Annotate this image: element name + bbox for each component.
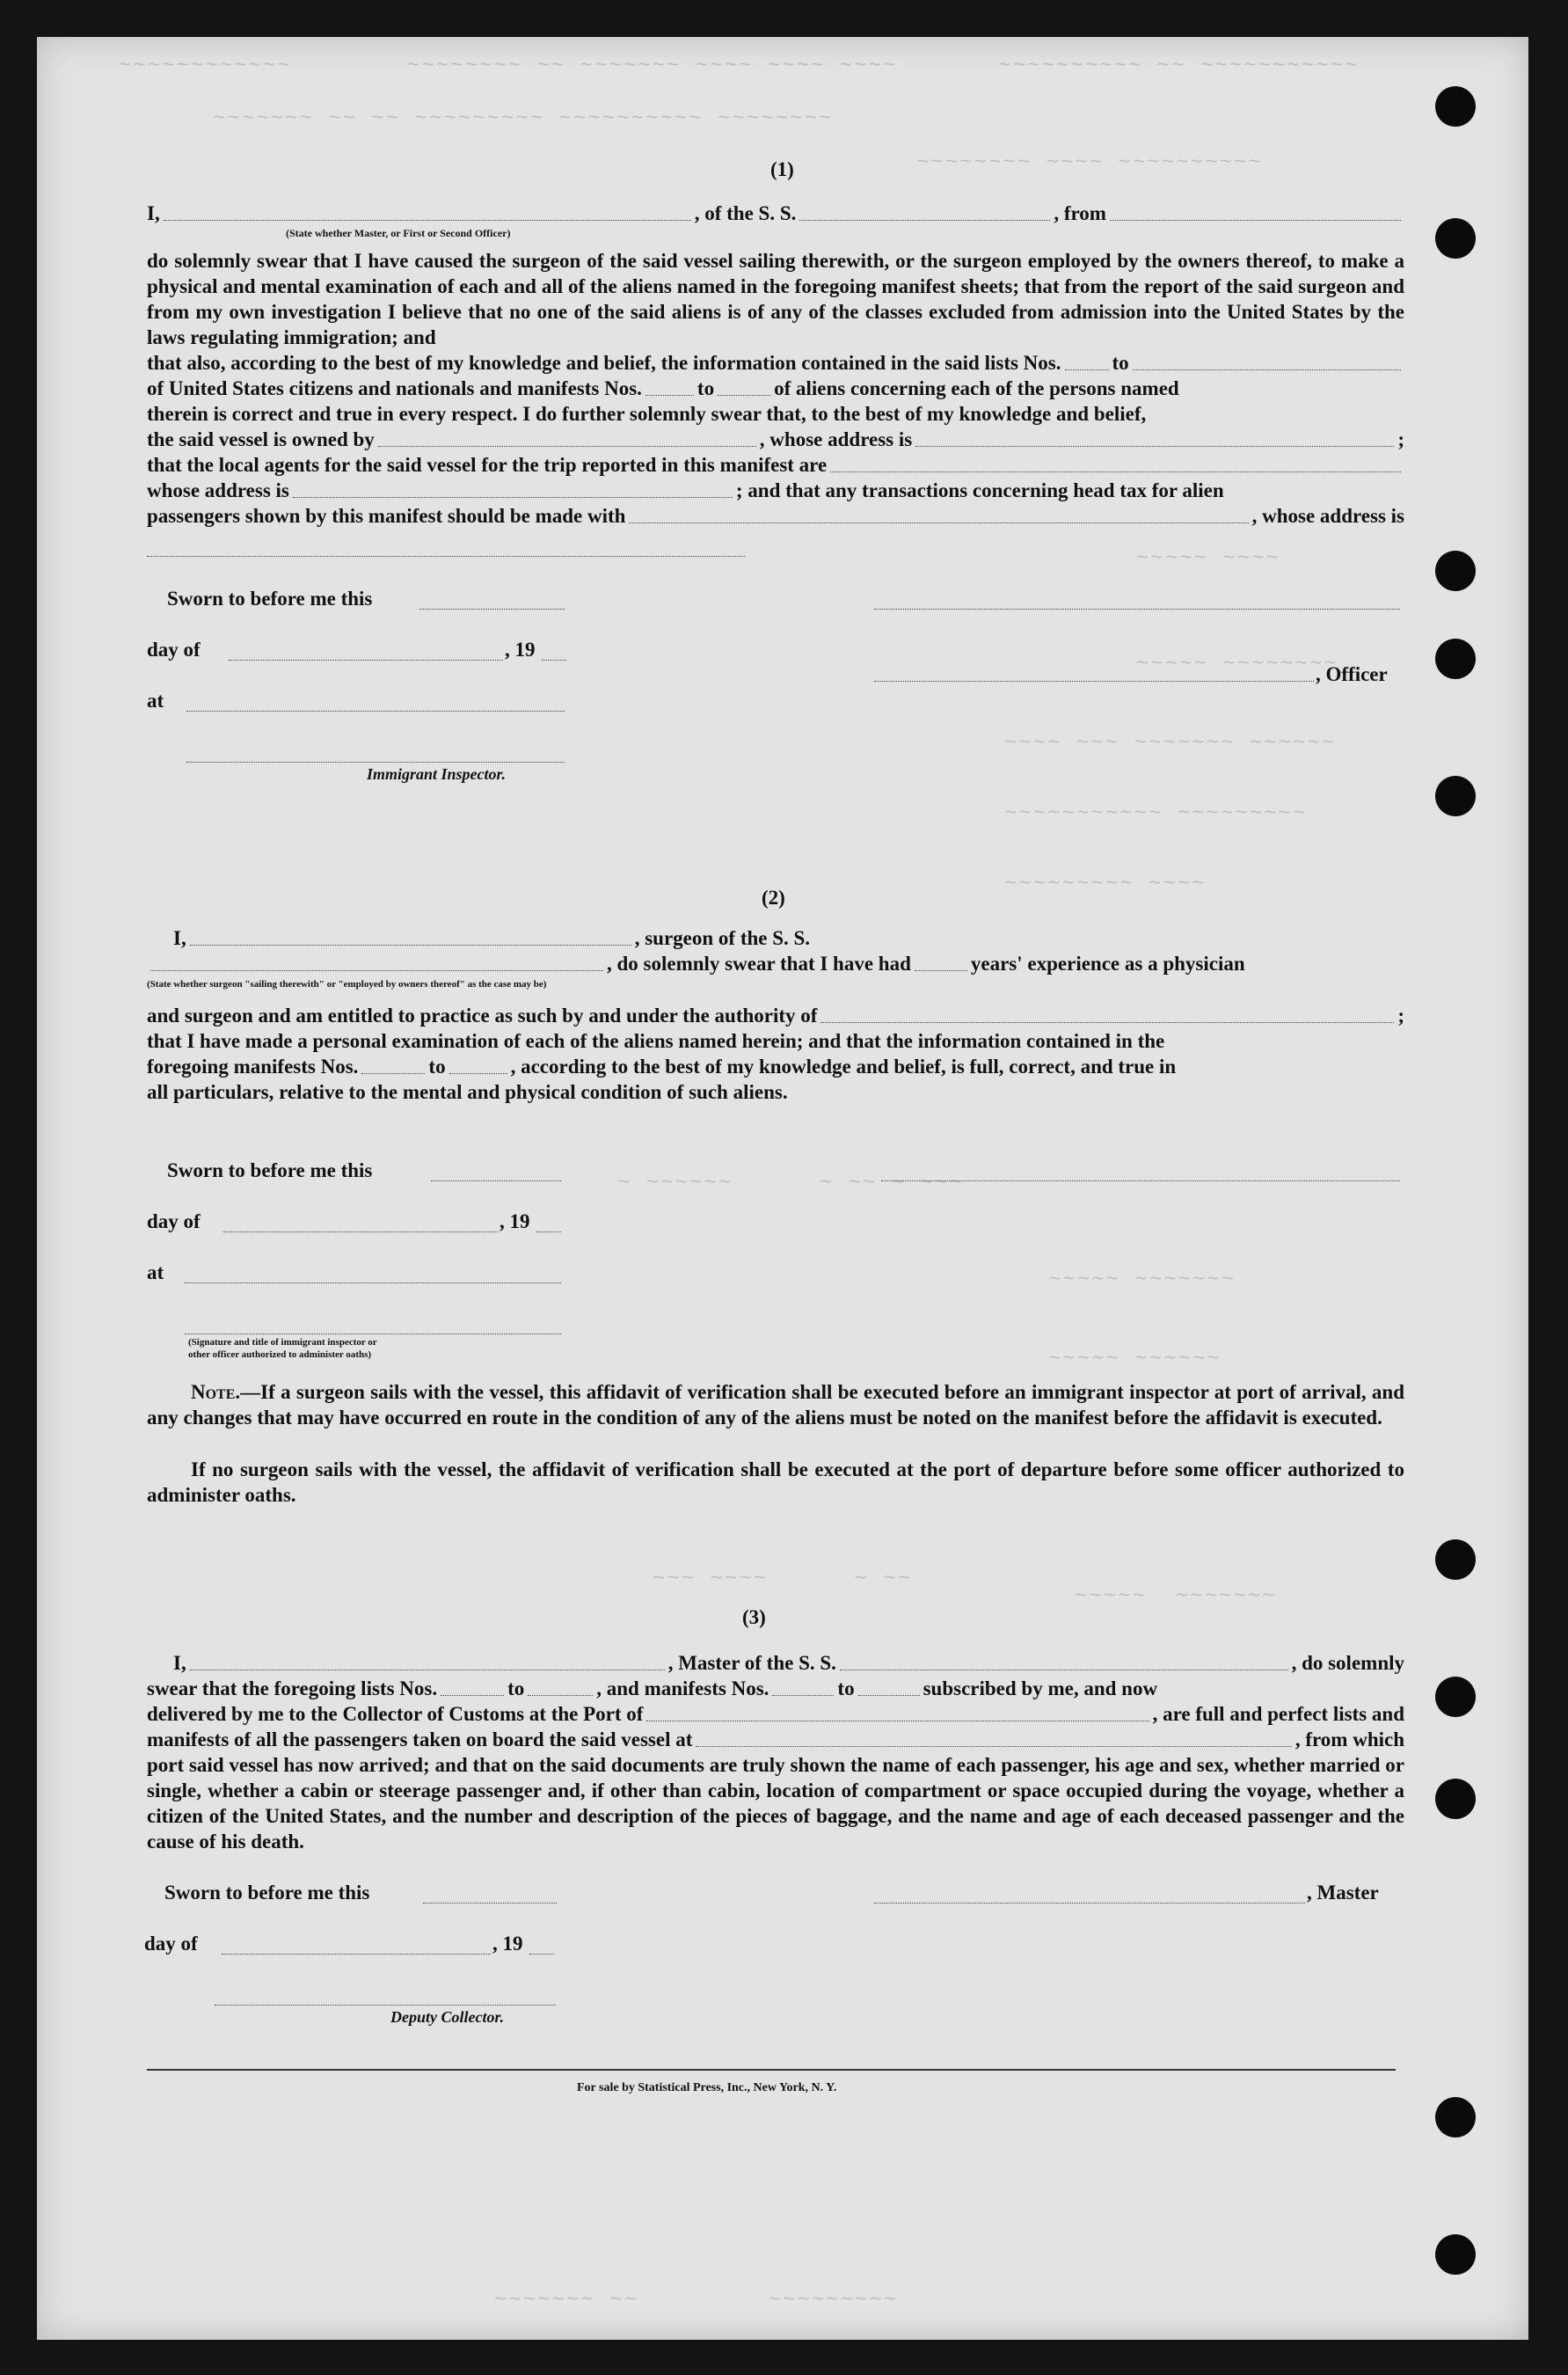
master-lists-from-field[interactable]	[441, 1695, 504, 1696]
punch-hole	[1435, 1779, 1476, 1819]
section-1-heading: (1)	[770, 158, 794, 180]
day-of-field-1[interactable]	[229, 660, 503, 661]
at-label-1: at	[147, 690, 164, 712]
note-paragraph-1: Note.—If a surgeon sails with the vessel, this affidavit of verification shall be executed before an immigrant inspector at port of arrival, and any changes that may have occurred en route in the condition of any of the aliens must be noted on the manifest before the affidavit is executed.	[147, 1381, 1404, 1429]
agents-field[interactable]	[830, 471, 1401, 472]
section-3-paragraph: port said vessel has now arrived; and that on the said documents are truly shown the name of each passenger, his age and sex, whether married or single, whether a cabin or steerage passenger and, if other than cabin, location of compartment or space occupied during the voyage, whether a citizen of the United States, and the number and description of the pieces of baggage, and the name and age of each deceased passenger and the cause of his death.	[147, 1754, 1404, 1852]
inspector-label: Immigrant Inspector.	[367, 765, 507, 783]
year-label-3: , 19	[492, 1933, 523, 1955]
bleed-through-text: ~~~~~~~~~ ~~~~	[1004, 873, 1207, 896]
year-field-2[interactable]	[536, 1231, 561, 1232]
section-1-opening-line: I, , of the S. S. , from	[147, 201, 1404, 226]
surgeon-manifests-from-field[interactable]	[361, 1073, 425, 1074]
signature-note-1: (Signature and title of immigrant inspector or	[188, 1337, 377, 1348]
master-lists-to-field[interactable]	[528, 1695, 593, 1696]
head-tax-agent-field[interactable]	[629, 522, 1248, 523]
manifests-to-field[interactable]	[718, 395, 770, 396]
sworn-date-field-1[interactable]	[419, 609, 565, 610]
bleed-through-text: ~ ~~~~~~ ~ ~~ ~ ~~~	[617, 1172, 964, 1195]
owner-field[interactable]	[378, 446, 756, 447]
lists-line: that also, according to the best of my knowledge and belief, the information contained in the said lists Nos. to	[147, 350, 1404, 376]
inspector-signature-field[interactable]	[186, 762, 565, 763]
section-2-heading: (2)	[762, 887, 785, 909]
boarding-port-field[interactable]	[696, 1746, 1291, 1747]
lists-to-field[interactable]	[1133, 369, 1401, 370]
punch-hole	[1435, 2234, 1476, 2275]
master-label: , Master	[1307, 1882, 1379, 1904]
authority-line: and surgeon and am entitled to practice as such by and under the authority of ;	[147, 1005, 1404, 1027]
master-lists-line: swear that the foregoing lists Nos. to , and manifests Nos. to subscribed by me, and now	[147, 1677, 1158, 1699]
examination-line: that I have made a personal examination of each of the aliens named herein; and that the information contained in the	[147, 1030, 1165, 1052]
bleed-through-text: ~~~~ ~~~ ~~~~~~~ ~~~~~~	[1004, 732, 1337, 756]
officer-signature-field[interactable]	[874, 609, 1400, 610]
vessel-name-field[interactable]	[799, 220, 1050, 221]
surgeon-status-line: , do solemnly swear that I have had years' experience as a physician	[147, 951, 1404, 976]
day-of-label-2: day of	[147, 1210, 201, 1232]
collector-label: Deputy Collector.	[390, 2008, 504, 2026]
officer-name-field[interactable]	[164, 220, 691, 221]
punch-hole	[1435, 639, 1476, 679]
punch-hole	[1435, 86, 1476, 127]
owner-address-field[interactable]	[915, 446, 1394, 447]
day-of-field-3[interactable]	[222, 1954, 491, 1955]
bleed-through-text: ~~~~~ ~~~~~~~	[1075, 1585, 1277, 1609]
bleed-through-text: ~~~~~ ~~~~~~	[1048, 1348, 1222, 1371]
bleed-through-text: ~~~~~~~ ~~ ~~~~~~~~~	[494, 2289, 899, 2313]
surgeon-name-field[interactable]	[190, 945, 631, 946]
officer-note: (State whether Master, or First or Second Officer)	[286, 227, 511, 239]
punch-hole	[1435, 2097, 1476, 2138]
bleed-through-text: ~~~~~~~~~~~ ~~~~~~~~~	[1004, 802, 1308, 826]
owner-line: the said vessel is owned by , whose address is ;	[147, 428, 1404, 450]
surgeon-manifests-to-field[interactable]	[449, 1073, 507, 1074]
agents-line: that the local agents for the said vessel for the trip reported in this manifest are	[147, 452, 1404, 478]
section-3-heading: (3)	[742, 1606, 766, 1628]
foregoing-manifests-line: foregoing manifests Nos. to , according to the best of my knowledge and belief, is full, correct, and true in	[147, 1056, 1177, 1078]
agents-address-field[interactable]	[293, 497, 733, 498]
sworn-date-field-3[interactable]	[423, 1903, 557, 1904]
bleed-through-text: ~~~~~ ~~~~	[1136, 547, 1281, 571]
years-field[interactable]	[915, 970, 967, 971]
sworn-label-2: Sworn to before me this	[167, 1159, 373, 1181]
master-signature-field[interactable]	[874, 1903, 1305, 1904]
signature-note-2: other officer authorized to administer oaths)	[188, 1349, 372, 1360]
officer-signature-line[interactable]	[874, 681, 1314, 682]
master-line: I, , Master of the S. S. , do solemnly	[173, 1652, 1404, 1674]
manifest-page	[37, 37, 1528, 2340]
agents-address-line: whose address is ; and that any transactions concerning head tax for alien	[147, 479, 1224, 501]
year-label-2: , 19	[500, 1210, 530, 1232]
head-tax-address-field[interactable]	[147, 556, 745, 557]
surgeon-note: (State whether surgeon "sailing therewith" or "employed by owners thereof" as the case may be)	[147, 979, 547, 990]
boarding-port-line: manifests of all the passengers taken on board the said vessel at , from which	[147, 1728, 1404, 1750]
punch-hole	[1435, 218, 1476, 259]
bleed-through-text: ~~~~~ ~~~~~~~~	[1136, 653, 1338, 676]
officer-label: , Officer	[1316, 663, 1388, 685]
at-field-2[interactable]	[185, 1282, 561, 1283]
punch-hole	[1435, 1539, 1476, 1580]
day-of-label-3: day of	[144, 1933, 198, 1955]
manifests-line: of United States citizens and nationals and manifests Nos. to of aliens concerning each of the persons named	[147, 377, 1179, 399]
bleed-through-text: ~~~ ~~~~ ~ ~~	[653, 1568, 913, 1591]
sworn-label-3: Sworn to before me this	[164, 1882, 370, 1904]
master-manifests-to-field[interactable]	[858, 1695, 920, 1696]
therein-line: therein is correct and true in every respect. I do further solemnly swear that, to the best of my knowledge and belief,	[147, 403, 1147, 425]
master-manifests-from-field[interactable]	[772, 1695, 834, 1696]
year-field-3[interactable]	[529, 1954, 554, 1955]
at-label-2: at	[147, 1261, 164, 1283]
particulars-line: all particulars, relative to the mental and physical condition of such aliens.	[147, 1081, 788, 1103]
note-paragraph-2: If no surgeon sails with the vessel, the affidavit of verification shall be executed at the port of departure before some officer authorized to administer oaths.	[147, 1458, 1404, 1506]
collector-port-line: delivered by me to the Collector of Customs at the Port of , are full and perfect lists and	[147, 1703, 1404, 1725]
from-port-field[interactable]	[1110, 220, 1401, 221]
footer-imprint: For sale by Statistical Press, Inc., New York, N. Y.	[577, 2081, 837, 2094]
authority-field[interactable]	[820, 1022, 1394, 1023]
section-1-paragraph: do solemnly swear that I have caused the surgeon of the said vessel sailing therewith, or the surgeon employed by the owners thereof, to make a physical and mental examination of each and all of the aliens named in the foregoing manifest sheets; that from the report of the said surgeon and from my own investigation I believe that no one of the said aliens is of any of the classes excluded from admission into the United States by the laws regulating immigration; and	[147, 250, 1404, 348]
sworn-date-field-2[interactable]	[431, 1180, 561, 1181]
lists-from-field[interactable]	[1065, 369, 1109, 370]
bleed-through-text: ~~~~~ ~~~~~~~	[1048, 1268, 1236, 1292]
head-tax-line: passengers shown by this manifest should be made with , whose address is	[147, 505, 1404, 527]
day-of-label-1: day of	[147, 639, 201, 661]
day-of-field-2[interactable]	[223, 1231, 498, 1232]
year-field-1[interactable]	[542, 660, 566, 661]
at-field-1[interactable]	[186, 711, 565, 712]
surgeon-status-field[interactable]	[150, 970, 603, 971]
punch-hole	[1435, 551, 1476, 591]
bleed-through-text: ~~~~~~~~ ~~~~ ~~~~~~~~~~	[916, 151, 1263, 175]
punch-hole	[1435, 1677, 1476, 1717]
collector-signature-field[interactable]	[215, 2005, 556, 2006]
surgeon-line: I, , surgeon of the S. S.	[173, 927, 811, 949]
sworn-label-1: Sworn to before me this	[167, 588, 373, 610]
punch-hole	[1435, 776, 1476, 816]
bleed-through-text: ~~~~~~~~~~~~ ~~~~~~~~ ~~ ~~~~~~~ ~~~~ ~~~~ ~~~~ ~~~~~~~~~~ ~~ ~~~~~~~~~~~	[90, 55, 1360, 78]
bleed-through-text: ~~~~~~~ ~~ ~~ ~~~~~~~~~ ~~~~~~~~~~ ~~~~~~~~	[213, 107, 834, 131]
surgeon-signature-field[interactable]	[881, 1180, 1400, 1181]
manifests-from-field[interactable]	[645, 395, 694, 396]
footer-rule	[147, 2069, 1396, 2071]
year-label-1: , 19	[505, 639, 536, 661]
